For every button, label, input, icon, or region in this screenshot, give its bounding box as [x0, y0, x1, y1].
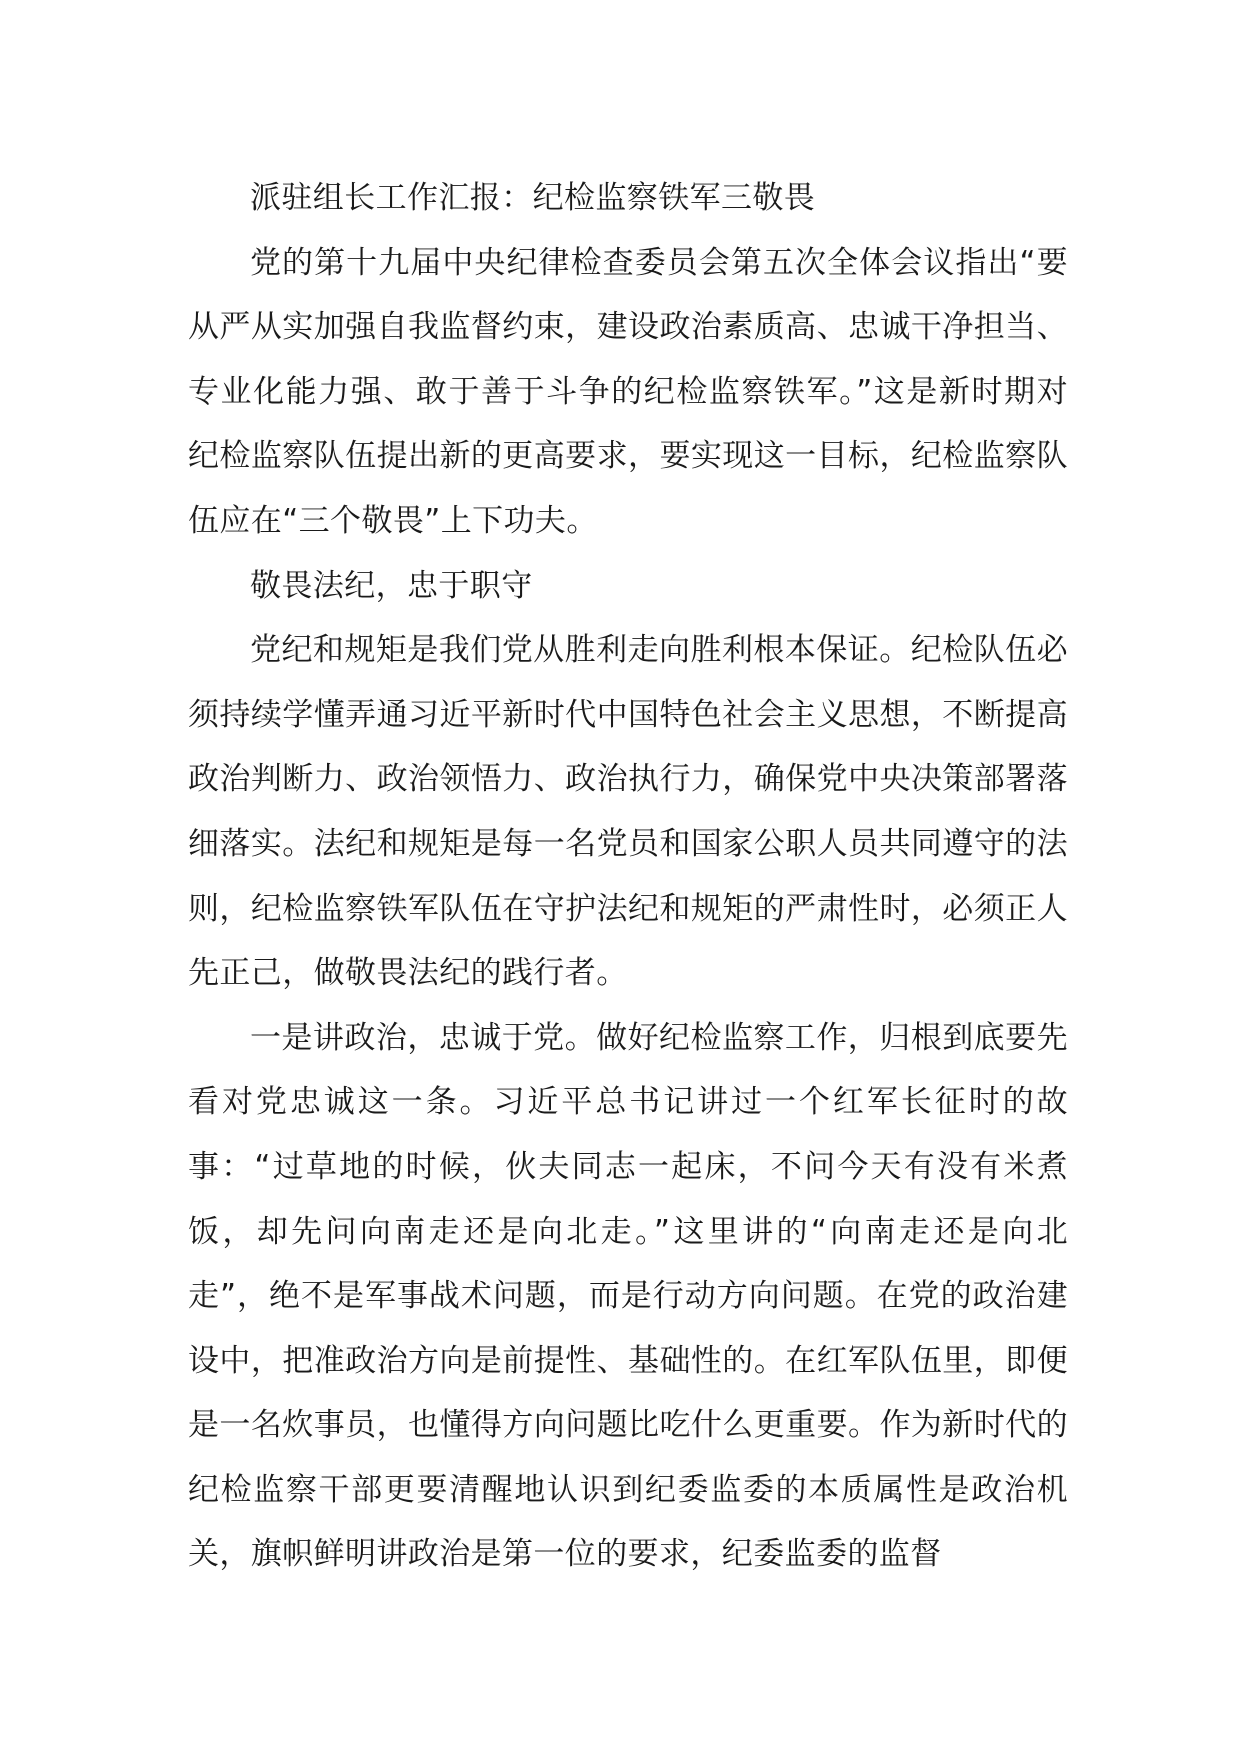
paragraph-politics: 一是讲政治，忠诚于党。做好纪检监察工作，归根到底要先看对党忠诚这一条。习近平总书记讲过一个红军长征时的故事：“过草地的时候，伙夫同志一起床，不问今天有没有米煮饭，却先问向南走还是向北走。”这里讲的“向南走还是向北走”，绝不是军事战术问题，而是行动方向问题。在党的政治建设中，把准政治方向是前提性、基础性的。在红军队伍里，即便是一名炊事员，也懂得方向问题比吃什么更重要。作为新时代的纪检监察干部更要清醒地认识到纪委监委的本质属性是政治机关，旗帜鲜明讲政治是第一位的要求，纪委监委的监督 — [188, 1019, 1068, 1573]
document-body — [188, 166, 1068, 1587]
paragraph-discipline: 党纪和规矩是我们党从胜利走向胜利根本保证。纪检队伍必须持续学懂弄通习近平新时代中国特色社会主义思想，不断提高政治判断力、政治领悟力、政治执行力，确保党中央决策部署落细落实。法纪和规矩是每一名党员和国家公职人员共同遵守的法则，纪检监察铁军队伍在守护法纪和规矩的严肃性时，必须正人先正己，做敬畏法纪的践行者。 — [188, 632, 1068, 992]
document-title: 派驻组长工作汇报：纪检监察铁军三敬畏 — [250, 180, 816, 216]
section-heading: 敬畏法纪，忠于职守 — [250, 567, 533, 604]
paragraph-intro: 党的第十九届中央纪律检查委员会第五次全体会议指出“要从严从实加强自我监督约束，建设政治素质高、忠诚干净担当、专业化能力强、敢于善于斗争的纪检监察铁军。”这是新时期对纪检监察队伍提出新的更高要求，要实现这一目标，纪检监察队伍应在“三个敬畏”上下功夫。 — [188, 244, 1068, 539]
